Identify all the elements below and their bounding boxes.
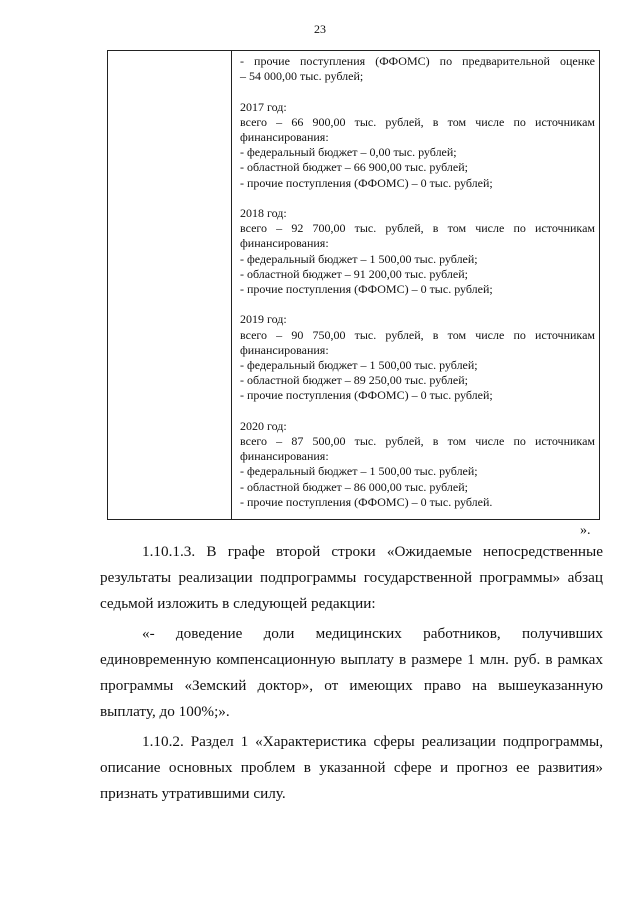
paragraph-line: признать утратившими силу.	[100, 785, 286, 802]
table-line: всего – 87 500,00 тыс. рублей, в том числе по источникам	[240, 434, 595, 449]
paragraph-line: единовременную компенсационную выплату в размере 1 млн. руб. в рамках	[100, 651, 603, 668]
page-number: 23	[314, 22, 326, 36]
paragraph-line: результаты реализации подпрограммы государственной программы» абзац	[100, 569, 603, 586]
table-line: 2018 год:	[240, 206, 287, 220]
paragraph-1-10-2	[100, 729, 603, 807]
table-line: - прочие поступления (ФФОМС) – 0 тыс. рублей;	[240, 175, 493, 190]
paragraph-line: 1.10.1.3. В графе второй строки «Ожидаемые непосредственные	[142, 543, 603, 560]
table-line: - прочие поступления (ФФОМС) по предварительной оценке	[240, 54, 595, 68]
table-line: - федеральный бюджет – 1 500,00 тыс. рублей;	[240, 464, 478, 479]
table-line: - прочие поступления (ФФОМС) – 0 тыс. рублей;	[240, 388, 493, 403]
paragraph-line: выплату, до 100%;».	[100, 703, 230, 720]
table-line: - областной бюджет – 91 200,00 тыс. рублей;	[240, 266, 468, 281]
table-line: - прочие поступления (ФФОМС) – 0 тыс. рублей.	[240, 494, 493, 509]
paragraph-line: программы «Земский доктор», от имеющих право на вышеуказанную	[100, 677, 603, 694]
table-line: - прочие поступления (ФФОМС) – 0 тыс. рублей;	[240, 282, 493, 297]
table-blank-line	[240, 191, 595, 206]
table-line: - областной бюджет – 66 900,00 тыс. рублей;	[240, 160, 468, 175]
table-line: всего – 66 900,00 тыс. рублей, в том числе по источникам	[240, 114, 595, 129]
table-line: 2019 год:	[240, 312, 287, 327]
paragraph-line: седьмой изложить в следующей редакции:	[100, 595, 376, 612]
table-line: - федеральный бюджет – 0,00 тыс. рублей;	[240, 145, 457, 160]
paragraph-1-10-1-3	[100, 539, 603, 617]
financing-table	[107, 50, 600, 520]
table-line: - федеральный бюджет – 1 500,00 тыс. рублей;	[240, 251, 478, 266]
table-line: - областной бюджет – 89 250,00 тыс. рублей;	[240, 373, 468, 388]
table-line: - областной бюджет – 86 000,00 тыс. рублей;	[240, 479, 468, 494]
table-line: финансирования:	[240, 449, 329, 464]
table-line: финансирования:	[240, 130, 329, 144]
table-line: финансирования:	[240, 236, 329, 251]
paragraph-line: описание основных проблем в указанной сфере и прогноз ее развития»	[100, 759, 603, 776]
table-line: 2017 год:	[240, 99, 287, 114]
table-financing-cell	[232, 51, 599, 519]
table-line: всего – 92 700,00 тыс. рублей, в том числе по источникам	[240, 221, 595, 236]
table-line: - федеральный бюджет – 1 500,00 тыс. рублей;	[240, 358, 478, 373]
paragraph-zemsky-doctor	[100, 621, 603, 725]
table-line: всего – 90 750,00 тыс. рублей, в том числе по источникам	[240, 327, 595, 342]
table-left-column	[108, 51, 232, 519]
paragraph-line: 1.10.2. Раздел 1 «Характеристика сферы реализации подпрограммы,	[142, 733, 603, 750]
table-line: – 54 000,00 тыс. рублей;	[240, 69, 364, 84]
table-blank-line	[240, 404, 595, 419]
table-line: 2020 год:	[240, 418, 287, 433]
paragraph-line: «- доведение доли медицинских работников, получивших	[142, 625, 603, 642]
table-line: финансирования:	[240, 342, 329, 357]
table-blank-line	[240, 84, 595, 99]
closing-quote: ».	[580, 523, 591, 538]
table-blank-line	[240, 297, 595, 312]
